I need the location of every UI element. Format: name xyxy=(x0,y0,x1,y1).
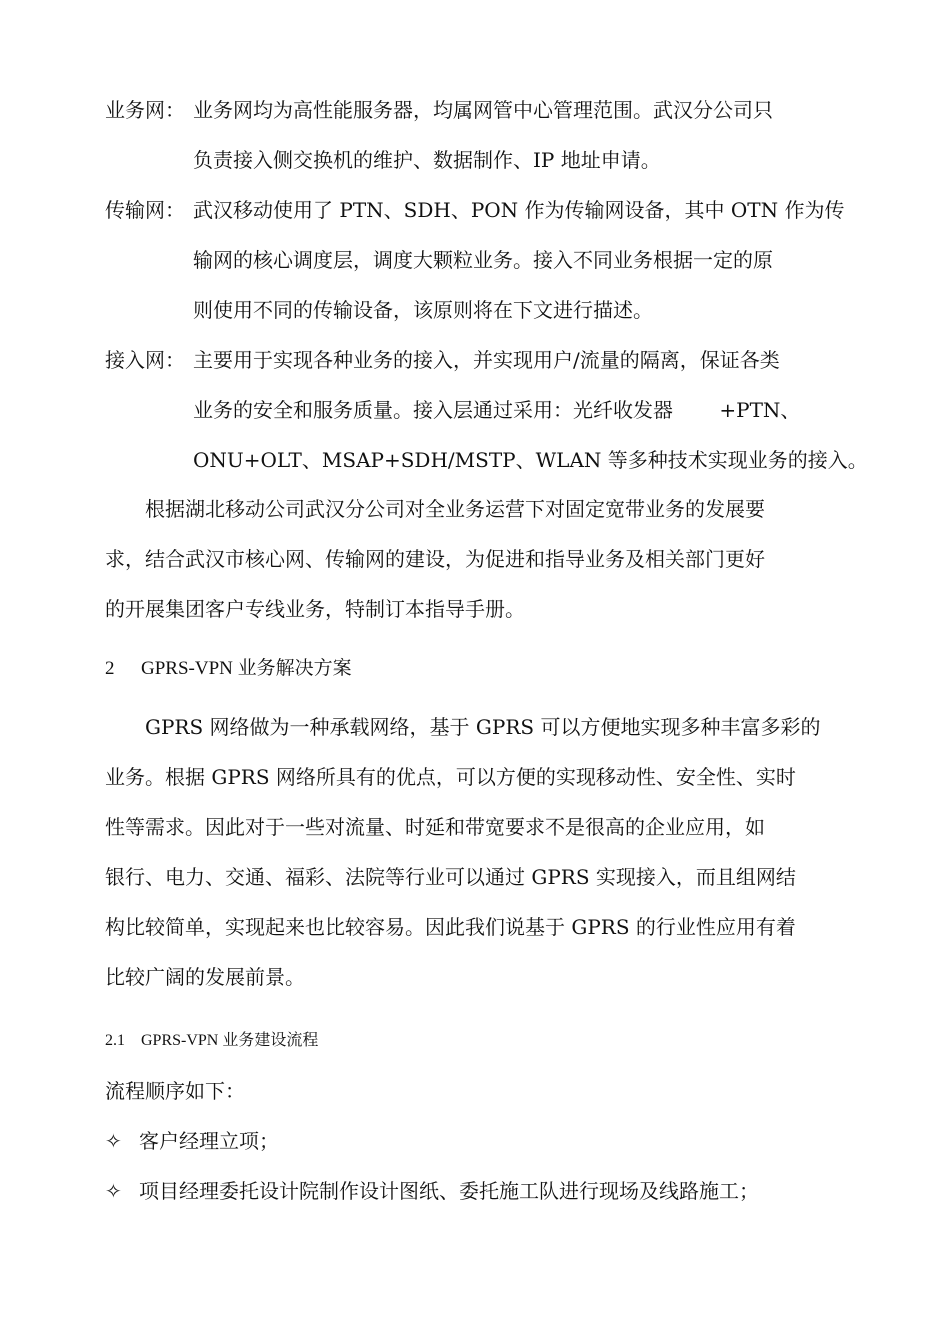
section-number: 2 xyxy=(105,658,115,679)
paragraph-line: 性等需求。因此对于一些对流量、时延和带宽要求不是很高的企业应用，如 xyxy=(105,815,765,839)
definition-line: 业务网均为高性能服务器，均属网管中心管理范围。武汉分公司只 xyxy=(193,98,773,122)
paragraph-line: 银行、电力、交通、福彩、法院等行业可以通过 GPRS 实现接入，而且组网结 xyxy=(105,865,796,889)
definition-line: 业务的安全和服务质量。接入层通过采用：光纤收发器 +PTN、 xyxy=(193,398,801,422)
definition-line: ONU+OLT、MSAP+SDH/MSTP、WLAN 等多种技术实现业务的接入。 xyxy=(193,448,868,472)
definition-term-business-network: 业务网： xyxy=(105,98,185,122)
paragraph-line: 求，结合武汉市核心网、传输网的建设，为促进和指导业务及相关部门更好 xyxy=(105,547,765,571)
section-heading-2 xyxy=(105,656,352,682)
definition-term-transmission-network: 传输网： xyxy=(105,198,185,222)
bullet-item xyxy=(105,1128,279,1154)
diamond-bullet-icon: ✧ xyxy=(105,1129,122,1153)
section-number: 2.1 xyxy=(105,1032,125,1049)
paragraph-line: 根据湖北移动公司武汉分公司对全业务运营下对固定宽带业务的发展要 xyxy=(105,497,765,521)
bullet-text: 客户经理立项； xyxy=(139,1129,279,1153)
definition-term-access-network: 接入网： xyxy=(105,348,185,372)
paragraph-line: 比较广阔的发展前景。 xyxy=(105,965,305,989)
paragraph-line: GPRS 网络做为一种承载网络，基于 GPRS 可以方便地实现多种丰富多彩的 xyxy=(105,715,821,739)
paragraph-line: 构比较简单，实现起来也比较容易。因此我们说基于 GPRS 的行业性应用有着 xyxy=(105,915,796,939)
definition-line: 武汉移动使用了 PTN、SDH、PON 作为传输网设备，其中 OTN 作为传 xyxy=(193,198,845,222)
diamond-bullet-icon: ✧ xyxy=(105,1179,122,1203)
paragraph-line: 的开展集团客户专线业务，特制订本指导手册。 xyxy=(105,597,525,621)
definition-line: 输网的核心调度层，调度大颗粒业务。接入不同业务根据一定的原 xyxy=(193,248,773,272)
definition-line: 主要用于实现各种业务的接入，并实现用户/流量的隔离，保证各类 xyxy=(193,348,780,372)
bullet-text: 项目经理委托设计院制作设计图纸、委托施工队进行现场及线路施工； xyxy=(139,1179,759,1203)
paragraph-line: 业务。根据 GPRS 网络所具有的优点，可以方便的实现移动性、安全性、实时 xyxy=(105,765,796,789)
section-heading-2-1 xyxy=(105,1030,318,1052)
section-title: GPRS-VPN 业务建设流程 xyxy=(141,1032,319,1049)
flow-intro: 流程顺序如下： xyxy=(105,1079,245,1103)
definition-line: 则使用不同的传输设备，该原则将在下文进行描述。 xyxy=(193,298,653,322)
definition-line: 负责接入侧交换机的维护、数据制作、IP 地址申请。 xyxy=(193,148,661,172)
section-title: GPRS-VPN 业务解决方案 xyxy=(141,658,352,679)
bullet-item xyxy=(105,1178,759,1204)
